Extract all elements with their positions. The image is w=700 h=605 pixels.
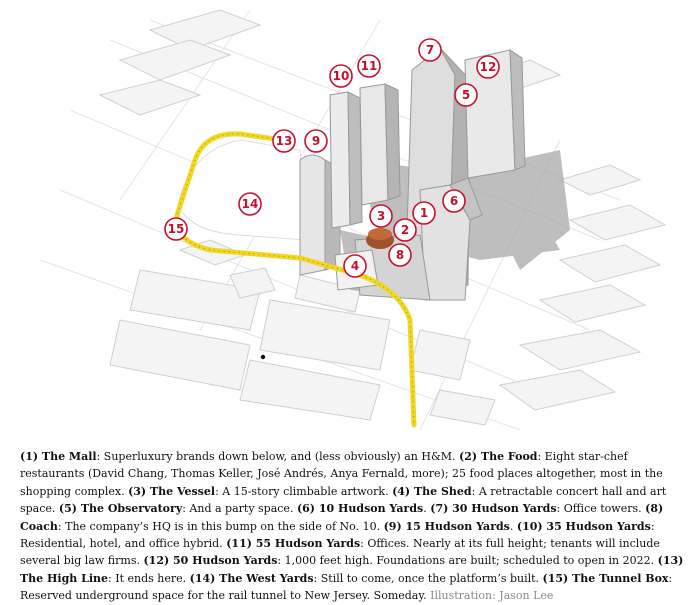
- legend-title: (15) The Tunnel Box: [542, 571, 669, 585]
- legend-title: (6) 10 Hudson Yards: [296, 502, 424, 516]
- legend-text: : Eight star-chef restaurants (David Chang, Thomas Keller, José Andrés, Anya Fernald, more); 25 food places altogether, most in the shopping complex.: [20, 450, 663, 498]
- tower-35-hudson-yards: [330, 92, 362, 228]
- marker-number: 8: [395, 248, 405, 263]
- legend-text: : Residential, hotel, and office hybrid.: [20, 519, 655, 551]
- marker-15: [165, 218, 187, 240]
- legend-entry: [59, 502, 294, 515]
- marker-9: [305, 130, 327, 152]
- marker-number: 6: [449, 194, 459, 209]
- marker-number: 4: [350, 259, 360, 274]
- legend-text: : The company’s HQ is in this bump on the side of No. 10.: [57, 519, 381, 533]
- caption: [20, 448, 684, 605]
- legend-text: : It ends here.: [108, 571, 187, 585]
- marker-3: [370, 205, 392, 227]
- legend-title: (9) 15 Hudson Yards: [383, 519, 510, 533]
- marker-5: [455, 84, 477, 106]
- map-dot: [261, 355, 265, 359]
- legend-title: (8) Coach: [20, 502, 664, 533]
- legend-entry: [430, 502, 641, 515]
- marker-number: 12: [479, 60, 497, 75]
- legend-entry: [20, 450, 456, 463]
- legend-title: (13) The High Line: [20, 554, 684, 585]
- marker-2: [394, 219, 416, 241]
- legend-title: (7) 30 Hudson Yards: [430, 502, 557, 516]
- legend-title: (10) 35 Hudson Yards: [516, 519, 651, 533]
- legend-title: (2) The Food: [459, 450, 538, 463]
- legend-entry: [297, 502, 427, 515]
- legend-title: (4) The Shed: [392, 484, 472, 498]
- marker-number: 10: [332, 69, 350, 84]
- marker-number: 14: [241, 197, 259, 212]
- legend-entry: [190, 572, 539, 585]
- legend-title: (12) 50 Hudson Yards: [143, 554, 278, 568]
- tower-55-hudson-yards: [360, 84, 400, 205]
- legend-text: : Reserved underground space for the rail tunnel to New Jersey. Someday.: [20, 571, 673, 603]
- legend-text: : 1,000 feet high. Foundations are built; scheduled to open in 2022.: [277, 554, 655, 568]
- legend-text: : Still to come, once the platform’s built.: [313, 571, 540, 585]
- legend-text: : Offices. Nearly at its full height; tenants will include several big law firms.: [20, 537, 660, 568]
- marker-number: 5: [461, 88, 471, 103]
- marker-11: [358, 55, 380, 77]
- the-vessel: [366, 228, 394, 249]
- legend-text: : A 15-story climbable artwork.: [215, 484, 389, 498]
- legend-title: (11) 55 Hudson Yards: [226, 537, 361, 551]
- legend-entry: [128, 485, 389, 498]
- marker-number: 11: [360, 59, 378, 74]
- marker-12: [477, 56, 499, 78]
- legend-text: .: [509, 519, 514, 533]
- marker-number: 9: [311, 134, 321, 149]
- marker-1: [413, 202, 435, 224]
- legend-text: : Superluxury brands down below, and (less obviously) an H&M.: [96, 450, 456, 463]
- legend-title: (14) The West Yards: [189, 571, 314, 585]
- legend-entry: [384, 520, 514, 533]
- marker-number: 2: [400, 223, 410, 238]
- legend-title: (5) The Observatory: [58, 502, 183, 516]
- marker-6: [443, 190, 465, 212]
- marker-14: [239, 193, 261, 215]
- legend-entry: [143, 554, 654, 567]
- marker-7: [419, 39, 441, 61]
- legend-text: .: [423, 502, 427, 516]
- marker-number: 3: [376, 209, 386, 224]
- marker-number: 15: [167, 222, 185, 237]
- marker-number: 7: [425, 43, 435, 58]
- legend-text: : Office towers.: [556, 502, 642, 516]
- legend-text: : And a party space.: [182, 502, 294, 516]
- marker-10: [330, 65, 352, 87]
- legend-text: : A retractable concert hall and art space.: [20, 484, 667, 516]
- marker-4: [344, 255, 366, 277]
- legend-title: (3) The Vessel: [128, 484, 216, 498]
- legend-title: (1) The Mall: [20, 450, 97, 463]
- marker-number: 1: [419, 206, 429, 221]
- marker-8: [389, 244, 411, 266]
- illustration-credit: Illustration: Jason Lee: [430, 589, 554, 603]
- marker-number: 13: [275, 134, 293, 149]
- marker-13: [273, 130, 295, 152]
